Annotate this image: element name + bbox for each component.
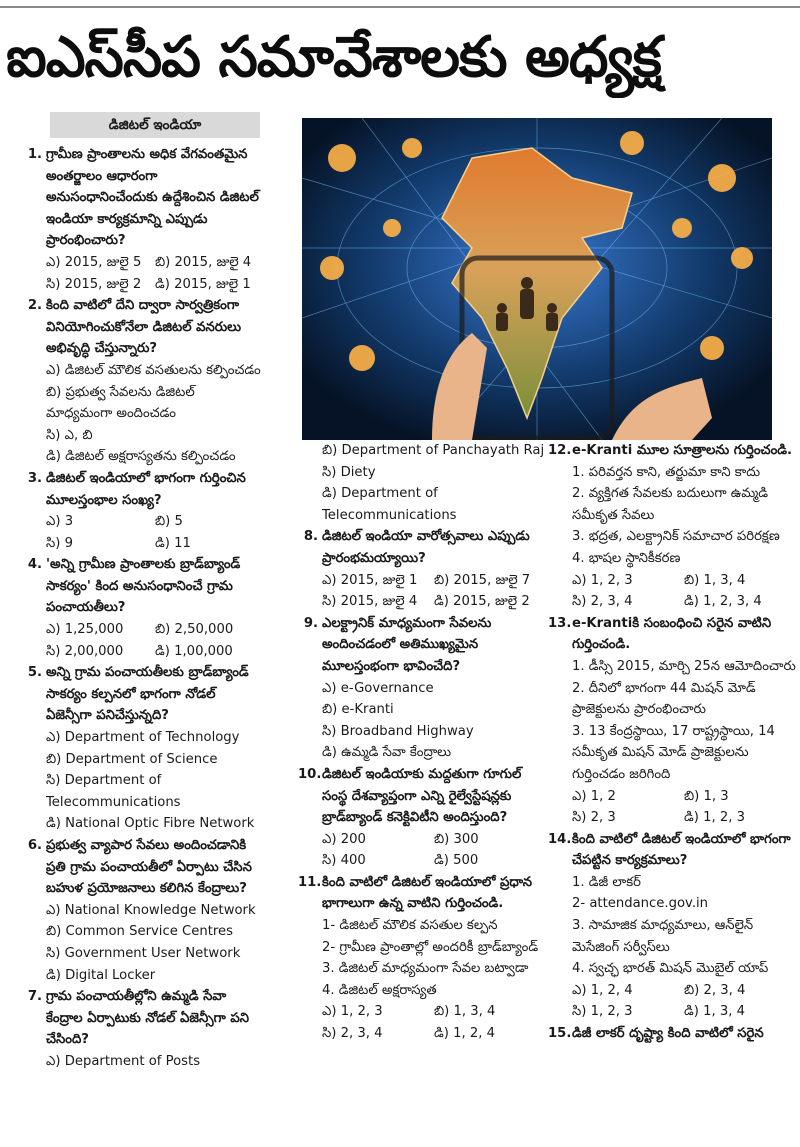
question-item: [322, 440, 546, 526]
option-row: [46, 641, 264, 663]
option-row: [322, 591, 546, 613]
question-item: [27, 554, 264, 662]
answer-option: సి) Government User Network: [46, 945, 241, 961]
answer-option: సి) Diety: [322, 464, 376, 480]
section-title: డిజిటల్ ఇండియా: [50, 112, 260, 138]
answer-option: బి) ప్రభుత్వ సేవలను డిజిటల్ మాధ్యమంగా అందించడం: [46, 384, 195, 422]
question-number: 1.: [27, 147, 42, 162]
question-item: [548, 613, 796, 829]
answer-option: డి) ఉమ్మడి సేవా కేంద్రాలు: [322, 745, 452, 761]
answer-option: సి) 2, 3: [572, 810, 616, 826]
question-text: అన్ని గ్రామ పంచాయతీలకు బ్రాడ్‌బ్యాండ్ సాకర్యం కల్పనలో భాగంగా నోడల్ ఏజెన్సీగా పనిచేస్తున్నది?: [46, 665, 249, 724]
question-number: 4.: [27, 557, 42, 573]
option-row: [46, 252, 264, 274]
answer-option: ఎ) 1, 2, 3: [572, 572, 633, 588]
answer-option: ఎ) Department of Posts: [46, 1053, 201, 1069]
question-text: కింది వాటిలో దేని ద్వారా సార్వత్రికంగా వినియోగించుకోనేలా డిజిటల్ వనరులు అభివృద్ధి చేస్తున్నారు?: [46, 298, 242, 357]
answer-option: డి) 11: [155, 535, 191, 551]
answer-option: ఎ) 3: [46, 514, 74, 530]
answer-option: సి) ఎ, బి: [46, 427, 93, 443]
answer-option: 1. డీస్సి 2015, మార్చి 25న ఆమోదించారు: [572, 658, 796, 674]
answer-option: ఎ) Department of Technology: [46, 730, 240, 746]
answer-option: 3. సామాజిక మాధ్యమాలు, ఆన్‌లైన్ మెసేజింగ్ సర్వీస్‌లు: [572, 918, 754, 955]
answer-option: ఎ) 2015, జులై 5: [46, 254, 142, 270]
answer-option: 3. డిజిటల్ మాధ్యమంగా సేవల బట్వాడా: [322, 961, 529, 977]
question-text: డిజిటల్ ఇండియాకు మద్దతుగా గూగుల్ సంస్థ దేశవ్యాప్తంగా ఎన్ని రైల్వేస్టేషన్లకు బ్రాడ్‌బ్యాండ్ కనెక్టివిటీని అందిస్తుంది?: [322, 766, 522, 826]
question-text: గ్రామీణ ప్రాంతాలను అధిక వేగవంతమైన అంతర్జాలం ఆధారంగా అనుసంధానించేందుకు ఉద్దేశించిన డిజిటల్ ఇండియా కార్యక్రమాన్ని ఎప్పుడు ప్రారంభించారు?: [46, 147, 259, 249]
answer-option: బి) 2,50,000: [155, 622, 234, 638]
column-right: [550, 440, 796, 1045]
answer-option: బి) 1, 3, 4: [434, 1004, 496, 1020]
answer-option: బి) 2015, జులై 4: [155, 254, 252, 270]
column-middle: [298, 440, 546, 1045]
question-number: 6.: [27, 838, 42, 853]
question-number: 9.: [303, 615, 318, 631]
option-row: [572, 591, 796, 613]
option-row: [322, 570, 546, 592]
question-item: [27, 468, 264, 554]
question-item: [27, 295, 264, 468]
question-number: 12.: [548, 443, 572, 458]
question-item: [27, 144, 264, 295]
answer-option: ఎ) డిజిటల్ మౌలిక వసతులను కల్పించడం: [46, 362, 261, 378]
question-number: 2.: [27, 298, 42, 314]
answer-option: బి) Common Service Centres: [46, 924, 233, 940]
option-row: [572, 1001, 796, 1023]
question-text: ఎలక్ట్రానిక్ మాధ్యమంగా సేవలను అందించడంలో అతిముఖ్యమైన మూలస్తంభంగా భావించేది?: [322, 615, 492, 674]
answer-option: డి) 1, 3, 4: [684, 1004, 746, 1020]
answer-option: డి) Department of Telecommunications: [322, 486, 457, 523]
digital-india-illustration: [302, 118, 772, 440]
answer-option: డి) 1,00,000: [155, 643, 233, 659]
answer-option: డి) 1, 2, 3, 4: [684, 594, 762, 610]
option-row: [46, 619, 264, 641]
answer-option: బి) Department of Panchayath Raj: [322, 443, 545, 458]
option-row: [572, 786, 796, 808]
answer-option: 2- attendance.gov.in: [572, 896, 709, 912]
answer-option: సి) 2015, జులై 4: [322, 594, 418, 610]
answer-option: సి) Broadband Highway: [322, 723, 474, 739]
option-row: [322, 829, 546, 851]
answer-option: 4. డిజిటల్ అక్షరాస్యత: [322, 982, 437, 998]
answer-option: 2- గ్రామీణ ప్రాంతాల్లో అందరికీ బ్రాడ్‌బ్యాండ్: [322, 939, 539, 955]
question-item: [303, 613, 546, 764]
answer-option: డి) 1, 2, 4: [434, 1026, 496, 1042]
question-text: డిజిటల్ ఇండియా వారోత్సవాలు ఎప్పుడు ప్రారంభమయ్యాయి?: [322, 529, 530, 566]
answer-option: ఎ) 1,25,000: [46, 622, 124, 638]
answer-option: 2. దీనిలో భాగంగా 44 మిషన్ మోడ్ ప్రాజెక్టులను ప్రారంభించారు: [572, 680, 756, 718]
answer-option: డి) డిజిటల్ అక్షరాస్యతను కల్పించడం: [46, 449, 236, 465]
answer-option: డి) 500: [434, 853, 479, 869]
question-number: 7.: [27, 989, 42, 1005]
answer-option: సి) 2, 3, 4: [572, 594, 633, 610]
answer-option: 4. భాషల స్థానికీకరణ: [572, 550, 681, 566]
question-number: 11.: [298, 874, 322, 890]
answer-option: బి) 300: [434, 831, 479, 847]
question-number: 14.: [548, 831, 572, 847]
option-row: [46, 511, 264, 533]
answer-option: ఎ) 1, 2: [572, 788, 616, 804]
answer-option: సి) 400: [322, 853, 366, 869]
answer-option: 3. 13 కేంద్రస్థాయి, 17 రాష్ట్రస్థాయి, 14 సమీకృత మిషన్ మోడ్ ప్రాజెక్టులను గుర్తించడం జరిగింది: [572, 723, 775, 782]
answer-option: డి) 2015, జులై 1: [155, 276, 251, 292]
question-item: [548, 440, 796, 613]
question-text: డిజీ లాకర్ దృష్ట్యా కింది వాటిలో సరైన: [572, 1026, 764, 1042]
question-number: 10.: [298, 766, 322, 782]
answer-option: 3. భద్రత, ఎలక్ట్రానిక్ సమాచార పరిరక్షణ: [572, 529, 780, 545]
answer-option: బి) 2, 3, 4: [684, 982, 746, 998]
answer-option: బి) 1, 3: [684, 788, 729, 804]
option-row: [322, 1023, 546, 1045]
option-row: [46, 274, 264, 296]
answer-option: డి) 2015, జులై 2: [434, 594, 530, 610]
answer-option: బి) 5: [155, 514, 183, 530]
answer-option: 4. స్వచ్ఛ భారత్ మిషన్ మొబైల్ యాప్: [572, 961, 769, 977]
question-text: గ్రామ పంచాయతీల్లోని ఉమ్మడి సేవా కేంద్రాల ఏర్పాటుకు నోడల్ ఏజెన్సీగా పని చేసింది?: [46, 989, 249, 1048]
answer-option: ఎ) 1, 2, 4: [572, 982, 633, 998]
question-item: [303, 526, 546, 612]
answer-option: డి) National Optic Fibre Network: [46, 816, 255, 832]
answer-option: 1. పరివర్తన కాని, తర్జుమా కాని కాదు: [572, 464, 761, 480]
question-text: కింది వాటిలో డిజిటల్ ఇండియాలో భాగంగా చేపట్టిన కార్యక్రమాలు?: [572, 831, 791, 869]
option-row: [572, 807, 796, 829]
option-row: [322, 1001, 546, 1023]
answer-option: సి) 2015, జులై 2: [46, 276, 142, 292]
question-item: [548, 1023, 796, 1045]
answer-option: సి) 2,00,000: [46, 643, 124, 659]
question-item: [27, 835, 264, 986]
answer-option: ఎ) 2015, జులై 1: [322, 572, 418, 588]
answer-option: ఎ) e-Governance: [322, 680, 434, 696]
column-left: [27, 112, 264, 1073]
option-row: [572, 570, 796, 592]
answer-option: డి) Digital Locker: [46, 967, 156, 983]
answer-option: బి) 1, 3, 4: [684, 572, 746, 588]
answer-option: సి) Department of Telecommunications: [46, 773, 181, 810]
question-text: 'అన్ని గ్రామీణ ప్రాంతాలకు బ్రాడ్‌బ్యాండ్ సాకర్యం' కింద అనుసంధానించే గ్రామ పంచాయతీలు?: [46, 557, 241, 616]
page-headline: ఐఎస్‌సీప సమావేశాలకు అధ్యక్ష: [6, 25, 661, 90]
question-number: 15.: [548, 1026, 572, 1042]
question-item: [27, 986, 264, 1072]
question-number: 8.: [303, 529, 318, 545]
answer-option: ఎ) 1, 2, 3: [322, 1004, 383, 1020]
answer-option: 1. డిజీ లాకర్: [572, 874, 641, 890]
question-number: 3.: [27, 470, 42, 486]
answer-option: సి) 1, 2, 3: [572, 1004, 633, 1020]
option-row: [572, 980, 796, 1002]
answer-option: బి) Department of Science: [46, 751, 218, 767]
answer-option: ఎ) 200: [322, 831, 366, 847]
question-text: ప్రభుత్వ వ్యాపార సేవలు అందించడానికి ప్రతి గ్రామ పంచాయతీలో ఏర్పాటు చేసిన బహుళ ప్రయోజనాలు కలిగిన కేంద్రాలు?: [46, 838, 252, 897]
question-text: డిజిటల్ ఇండియాలో భాగంగా గుర్తించిన మూలస్తంభాల సంఖ్య?: [46, 470, 246, 508]
question-text: e-Krantiకి సంబంధించి సరైన వాటిని గుర్తించండి.: [572, 615, 772, 653]
top-rule: [0, 0, 800, 8]
answer-option: సి) 9: [46, 535, 73, 551]
answer-option: ఎ) National Knowledge Network: [46, 902, 256, 918]
option-row: [322, 850, 546, 872]
answer-option: సి) 2, 3, 4: [322, 1026, 383, 1042]
answer-option: డి) 1, 2, 3: [684, 810, 746, 826]
question-number: 5.: [27, 665, 42, 681]
option-row: [46, 533, 264, 555]
question-text: e-Kranti మూల సూత్రాలను గుర్తించండి.: [572, 443, 793, 458]
question-item: [548, 829, 796, 1023]
answer-option: బి) e-Kranti: [322, 702, 394, 718]
question-item: [27, 662, 264, 835]
answer-option: 2. వ్యక్తిగత సేవలకు బదులుగా ఉమ్మడి సమీకృత సేవలు: [572, 486, 769, 523]
question-number: 13.: [548, 615, 572, 631]
answer-option: 1- డిజిటల్ మౌలిక వసతుల కల్పన: [322, 918, 498, 934]
question-item: [298, 872, 546, 1045]
question-item: [298, 764, 546, 872]
question-text: కింది వాటిలో డిజిటల్ ఇండియాలో ప్రధాన భాగాలుగా ఉన్న వాటిని గుర్తించండి.: [322, 874, 532, 912]
answer-option: బి) 2015, జులై 7: [434, 572, 531, 588]
